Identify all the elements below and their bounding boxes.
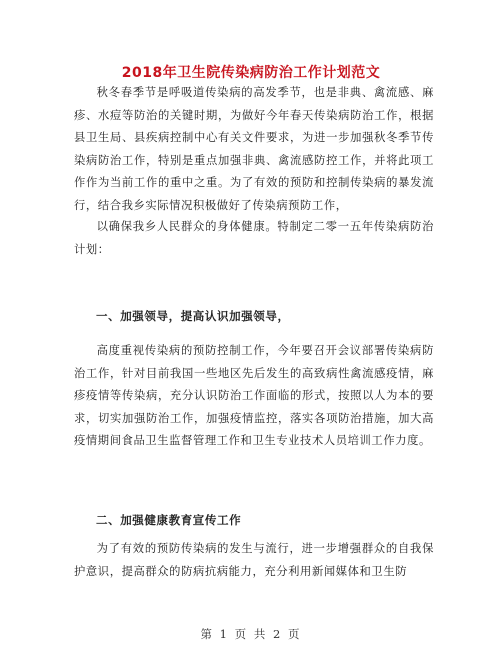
paragraph-purpose: 以确保我乡人民群众的身体健康。特制定二零一五年传染病防治计划： (74, 220, 434, 256)
section-heading-2: 二、加强健康教育宣传工作 (96, 513, 242, 527)
paragraph-section-2: 为了有效的预防传染病的发生与流行，进一步增强群众的自我保护意识，提高群众的防病抗病能力，充分利用新闻媒体和卫生防 (74, 542, 434, 578)
section-heading-1: 一、加强领导，提高认识加强领导， (96, 309, 290, 323)
paragraph-intro: 秋冬春季节是呼吸道传染病的高发季节，也是非典、禽流感、麻疹、水痘等防治的关键时期，为做好今年春天传染病防治工作，根据县卫生局、县疾病控制中心有关文件要求，为进一步加强秋冬季节传染病防治工作，特别是重点加强非典、禽流感防控工作，并将此项工作作为当前工作的重中之重。为了有效的预防和控制传染病的暴发流行，结合我乡实际情况积极做好了传染病预防工作， (74, 86, 434, 212)
document-title: 2018年卫生院传染病防治工作计划范文 (121, 65, 381, 81)
page-footer: 第 1 页 共 2 页 (200, 627, 302, 641)
paragraph-section-1: 高度重视传染病的预防控制工作，今年要召开会议部署传染病防治工作，针对目前我国一些地区先后发生的高致病性禽流感疫情，麻疹疫情等传染病，充分认识防治工作面临的形式，按照以人为本的要求，切实加强防治工作，加强疫情监控，落实各项防治措施，加大高疫情期间食品卫生监督管理工作和卫生专业技术人员培训工作力度。 (74, 344, 434, 447)
